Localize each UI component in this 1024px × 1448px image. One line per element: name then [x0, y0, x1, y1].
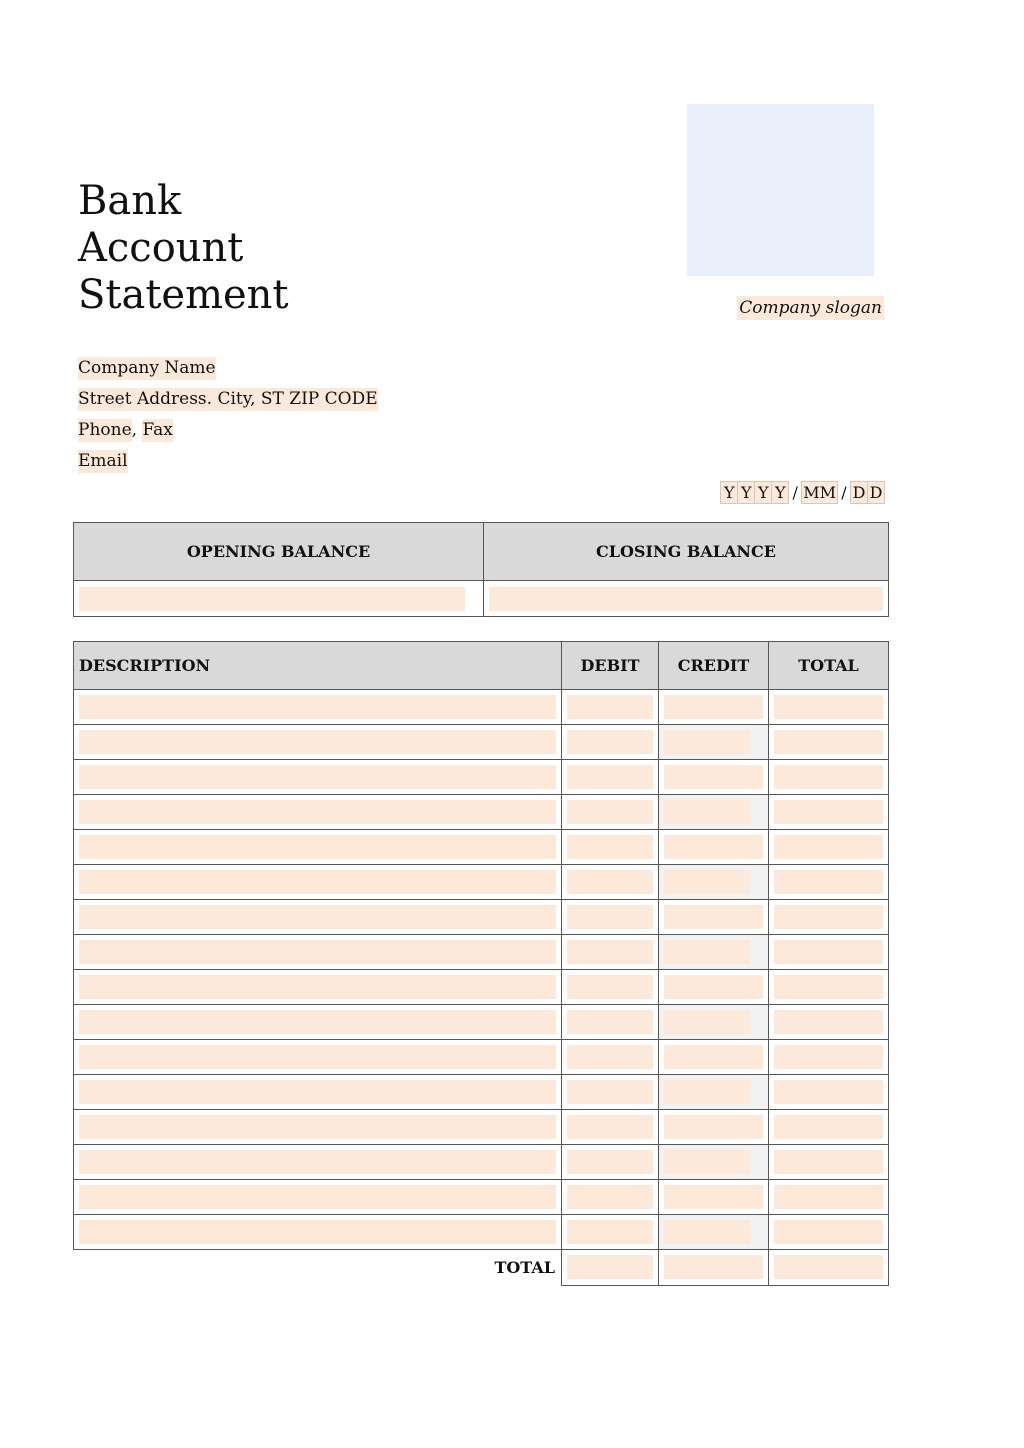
company-phone-field[interactable]: Phone [78, 420, 132, 440]
company-slogan[interactable]: Company slogan [739, 298, 882, 318]
debit-field[interactable] [567, 765, 653, 789]
description-field[interactable] [79, 1220, 556, 1244]
table-row [74, 725, 889, 760]
table-row [74, 1215, 889, 1250]
description-field[interactable] [79, 975, 556, 999]
credit-header: CREDIT [659, 642, 769, 690]
debit-field[interactable] [567, 1045, 653, 1069]
debit-cell[interactable] [562, 690, 659, 725]
credit-field[interactable] [664, 975, 763, 999]
credit-field[interactable] [664, 695, 763, 719]
debit-field[interactable] [567, 1010, 653, 1034]
debit-field[interactable] [567, 1115, 653, 1139]
credit-cell[interactable] [659, 1145, 769, 1180]
title-line: Bank [78, 178, 182, 224]
table-row [74, 970, 889, 1005]
debit-field[interactable] [567, 730, 653, 754]
title-line: Statement [78, 272, 289, 318]
credit-cell[interactable] [659, 935, 769, 970]
credit-field[interactable] [664, 1080, 750, 1104]
total-cell[interactable] [769, 1180, 889, 1215]
description-cell[interactable] [74, 935, 562, 970]
debit-cell[interactable] [562, 1005, 659, 1040]
credit-cell[interactable] [659, 1005, 769, 1040]
description-cell[interactable] [74, 760, 562, 795]
description-cell[interactable] [74, 1145, 562, 1180]
debit-field[interactable] [567, 940, 653, 964]
credit-cell[interactable] [659, 760, 769, 795]
credit-field[interactable] [664, 1150, 750, 1174]
date-month[interactable]: MM [803, 483, 836, 502]
debit-cell[interactable] [562, 900, 659, 935]
description-field[interactable] [79, 870, 556, 894]
total-cell[interactable] [769, 760, 889, 795]
date-day-digit[interactable]: D [850, 481, 868, 504]
debit-cell[interactable] [562, 1215, 659, 1250]
date-separator: / [841, 483, 847, 502]
credit-field[interactable] [664, 1185, 763, 1209]
description-cell[interactable] [74, 865, 562, 900]
date-year-digit[interactable]: Y [754, 481, 772, 504]
debit-field[interactable] [567, 800, 653, 824]
company-name-field[interactable]: Company Name [78, 358, 216, 378]
description-field[interactable] [79, 1080, 556, 1104]
total-field[interactable] [774, 1150, 883, 1174]
balance-table [73, 522, 889, 617]
description-header: DESCRIPTION [74, 642, 562, 690]
debit-cell[interactable] [562, 865, 659, 900]
total-field[interactable] [774, 695, 883, 719]
debit-cell[interactable] [562, 1110, 659, 1145]
credit-field[interactable] [664, 835, 763, 859]
debit-cell[interactable] [562, 830, 659, 865]
table-row [74, 865, 889, 900]
description-field[interactable] [79, 905, 556, 929]
credit-total-cell[interactable] [659, 1250, 769, 1286]
description-field[interactable] [79, 835, 556, 859]
description-field[interactable] [79, 1150, 556, 1174]
total-row [74, 1250, 889, 1286]
total-field[interactable] [774, 870, 883, 894]
credit-field[interactable] [664, 940, 750, 964]
opening-balance-header: OPENING BALANCE [74, 523, 484, 581]
description-cell[interactable] [74, 725, 562, 760]
opening-balance-field[interactable] [79, 587, 465, 611]
total-field[interactable] [774, 765, 883, 789]
total-cell[interactable] [769, 830, 889, 865]
debit-cell[interactable] [562, 935, 659, 970]
description-field[interactable] [79, 800, 556, 824]
debit-header: DEBIT [562, 642, 659, 690]
credit-cell[interactable] [659, 900, 769, 935]
debit-cell[interactable] [562, 970, 659, 1005]
closing-balance-cell[interactable] [484, 581, 889, 617]
description-cell[interactable] [74, 795, 562, 830]
table-row [74, 830, 889, 865]
total-cell[interactable] [769, 1005, 889, 1040]
description-field[interactable] [79, 1045, 556, 1069]
description-field[interactable] [79, 1010, 556, 1034]
date-year-digit[interactable]: Y [720, 481, 738, 504]
table-row [74, 1145, 889, 1180]
description-cell[interactable] [74, 1005, 562, 1040]
table-row [74, 795, 889, 830]
logo-placeholder[interactable] [687, 104, 874, 276]
description-cell[interactable] [74, 970, 562, 1005]
description-cell[interactable] [74, 1075, 562, 1110]
credit-cell[interactable] [659, 795, 769, 830]
total-cell[interactable] [769, 1075, 889, 1110]
title-line: Account [78, 225, 244, 271]
debit-cell[interactable] [562, 1180, 659, 1215]
opening-balance-cell[interactable] [74, 581, 484, 617]
debit-total-cell[interactable] [562, 1250, 659, 1286]
description-cell[interactable] [74, 1215, 562, 1250]
company-fax-field[interactable]: Fax [142, 420, 173, 440]
debit-field[interactable] [567, 1185, 653, 1209]
total-cell[interactable] [769, 865, 889, 900]
table-row [74, 760, 889, 795]
company-address-field[interactable]: Street Address. City, ST ZIP CODE [78, 389, 378, 409]
description-cell[interactable] [74, 1110, 562, 1145]
transactions-body [74, 690, 889, 1286]
credit-cell[interactable] [659, 1215, 769, 1250]
total-field[interactable] [774, 1045, 883, 1069]
debit-field[interactable] [567, 975, 653, 999]
date-year-digit[interactable]: Y [737, 481, 755, 504]
credit-field[interactable] [664, 765, 763, 789]
total-field[interactable] [774, 1185, 883, 1209]
total-cell[interactable] [769, 900, 889, 935]
table-row [74, 935, 889, 970]
total-header: TOTAL [769, 642, 889, 690]
total-cell[interactable] [769, 725, 889, 760]
grand-total-cell[interactable] [769, 1250, 889, 1286]
total-cell[interactable] [769, 1145, 889, 1180]
transactions-table [73, 641, 889, 1286]
debit-field[interactable] [567, 1080, 653, 1104]
phone-fax-separator: , [131, 420, 143, 440]
total-cell[interactable] [769, 970, 889, 1005]
total-field[interactable] [774, 1220, 883, 1244]
description-cell[interactable] [74, 830, 562, 865]
total-field[interactable] [774, 1080, 883, 1104]
company-email-field[interactable]: Email [78, 451, 128, 471]
statement-title [78, 178, 289, 319]
debit-field[interactable] [567, 1220, 653, 1244]
company-info [78, 357, 378, 481]
description-field[interactable] [79, 940, 556, 964]
total-field[interactable] [774, 975, 883, 999]
credit-field[interactable] [664, 1045, 763, 1069]
total-field[interactable] [774, 835, 883, 859]
debit-cell[interactable] [562, 1145, 659, 1180]
credit-cell[interactable] [659, 690, 769, 725]
description-field[interactable] [79, 1185, 556, 1209]
credit-cell[interactable] [659, 1180, 769, 1215]
date-day-digit[interactable]: D [867, 481, 885, 504]
total-field[interactable] [774, 1010, 883, 1034]
credit-cell[interactable] [659, 1040, 769, 1075]
description-cell[interactable] [74, 1180, 562, 1215]
total-cell[interactable] [769, 1215, 889, 1250]
total-field[interactable] [774, 940, 883, 964]
credit-field[interactable] [664, 1010, 750, 1034]
table-row [74, 1180, 889, 1215]
credit-cell[interactable] [659, 970, 769, 1005]
debit-cell[interactable] [562, 795, 659, 830]
total-field[interactable] [774, 800, 883, 824]
total-cell[interactable] [769, 690, 889, 725]
credit-field[interactable] [664, 1220, 750, 1244]
total-cell[interactable] [769, 1110, 889, 1145]
credit-cell[interactable] [659, 725, 769, 760]
closing-balance-field[interactable] [489, 587, 883, 611]
credit-cell[interactable] [659, 1075, 769, 1110]
debit-cell[interactable] [562, 1075, 659, 1110]
debit-field[interactable] [567, 695, 653, 719]
debit-field[interactable] [567, 905, 653, 929]
credit-total-field[interactable] [664, 1255, 763, 1279]
total-row-label: TOTAL [494, 1258, 555, 1277]
date-year-digit[interactable]: Y [771, 481, 789, 504]
closing-balance-header: CLOSING BALANCE [484, 523, 889, 581]
table-row [74, 1110, 889, 1145]
total-field[interactable] [774, 1115, 883, 1139]
table-row [74, 900, 889, 935]
credit-field[interactable] [664, 800, 750, 824]
total-field[interactable] [774, 730, 883, 754]
credit-cell[interactable] [659, 1110, 769, 1145]
debit-cell[interactable] [562, 760, 659, 795]
credit-field[interactable] [664, 905, 763, 929]
description-cell[interactable] [74, 1040, 562, 1075]
total-field[interactable] [774, 905, 883, 929]
credit-cell[interactable] [659, 830, 769, 865]
credit-field[interactable] [664, 730, 750, 754]
credit-field[interactable] [664, 870, 750, 894]
description-cell[interactable] [74, 900, 562, 935]
credit-field[interactable] [664, 1115, 763, 1139]
table-row [74, 1005, 889, 1040]
debit-cell[interactable] [562, 1040, 659, 1075]
credit-cell[interactable] [659, 865, 769, 900]
debit-field[interactable] [567, 870, 653, 894]
description-field[interactable] [79, 730, 556, 754]
date-separator: / [792, 483, 798, 502]
debit-field[interactable] [567, 1150, 653, 1174]
total-cell[interactable] [769, 795, 889, 830]
statement-date-field[interactable] [721, 481, 885, 504]
total-cell[interactable] [769, 935, 889, 970]
total-cell[interactable] [769, 1040, 889, 1075]
description-field[interactable] [79, 765, 556, 789]
table-row [74, 1075, 889, 1110]
table-row [74, 690, 889, 725]
table-row [74, 1040, 889, 1075]
debit-cell[interactable] [562, 725, 659, 760]
description-field[interactable] [79, 1115, 556, 1139]
debit-field[interactable] [567, 835, 653, 859]
description-cell[interactable] [74, 690, 562, 725]
description-field[interactable] [79, 695, 556, 719]
grand-total-field[interactable] [774, 1255, 883, 1279]
debit-total-field[interactable] [567, 1255, 653, 1279]
